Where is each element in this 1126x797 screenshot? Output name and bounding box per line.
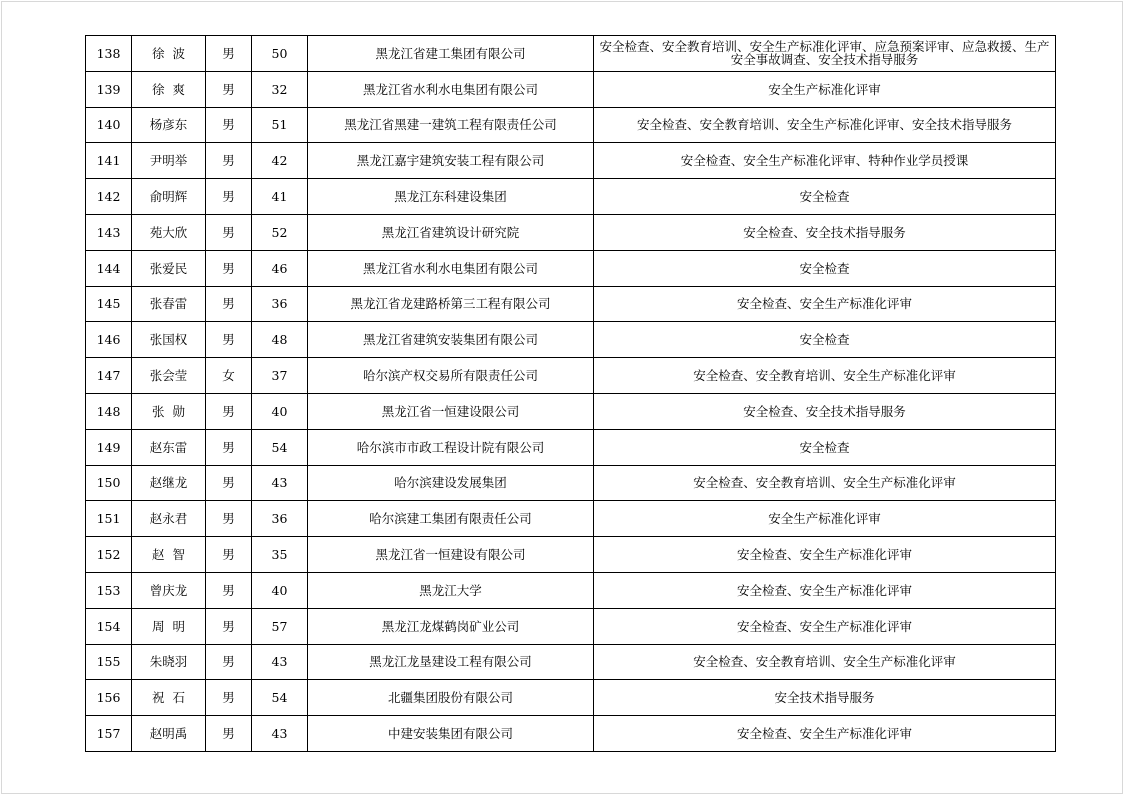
- table-row: [86, 358, 1056, 394]
- expert-gender: 男: [206, 716, 252, 752]
- expert-age: 35: [252, 537, 308, 573]
- row-number: 154: [86, 608, 132, 644]
- expert-organization: 中建安装集团有限公司: [308, 716, 594, 752]
- expert-roster-table: [85, 35, 1056, 752]
- expert-name: 赵继龙: [132, 465, 206, 501]
- expert-organization: 黑龙江省建筑设计研究院: [308, 214, 594, 250]
- table-row: [86, 71, 1056, 107]
- expert-gender: 男: [206, 250, 252, 286]
- row-number: 151: [86, 501, 132, 537]
- expert-organization: 黑龙江东科建设集团: [308, 179, 594, 215]
- service-scope: 安全技术指导服务: [594, 680, 1056, 716]
- expert-name: 苑大欣: [132, 214, 206, 250]
- table-row: [86, 608, 1056, 644]
- expert-name: 尹明举: [132, 143, 206, 179]
- table-row: [86, 572, 1056, 608]
- expert-age: 37: [252, 358, 308, 394]
- expert-name: 赵 智: [132, 537, 206, 573]
- expert-age: 32: [252, 71, 308, 107]
- row-number: 148: [86, 393, 132, 429]
- expert-age: 36: [252, 286, 308, 322]
- expert-age: 43: [252, 465, 308, 501]
- expert-gender: 男: [206, 107, 252, 143]
- expert-organization: 黑龙江省黑建一建筑工程有限责任公司: [308, 107, 594, 143]
- expert-age: 50: [252, 36, 308, 72]
- row-number: 152: [86, 537, 132, 573]
- expert-gender: 男: [206, 322, 252, 358]
- service-scope: 安全检查、安全生产标准化评审: [594, 537, 1056, 573]
- expert-gender: 女: [206, 358, 252, 394]
- service-scope: 安全检查、安全生产标准化评审、特种作业学员授课: [594, 143, 1056, 179]
- service-scope: 安全检查: [594, 179, 1056, 215]
- expert-age: 41: [252, 179, 308, 215]
- service-scope: 安全检查: [594, 429, 1056, 465]
- service-scope: 安全检查、安全技术指导服务: [594, 393, 1056, 429]
- expert-age: 54: [252, 680, 308, 716]
- expert-gender: 男: [206, 36, 252, 72]
- row-number: 155: [86, 644, 132, 680]
- table-row: [86, 501, 1056, 537]
- service-scope: 安全检查、安全教育培训、安全生产标准化评审、应急预案评审、应急救援、生产安全事故调查、安全技术指导服务: [594, 36, 1056, 72]
- service-scope: 安全检查: [594, 250, 1056, 286]
- table-row: [86, 250, 1056, 286]
- row-number: 146: [86, 322, 132, 358]
- expert-age: 46: [252, 250, 308, 286]
- expert-organization: 北疆集团股份有限公司: [308, 680, 594, 716]
- table-row: [86, 537, 1056, 573]
- row-number: 142: [86, 179, 132, 215]
- table-row: [86, 322, 1056, 358]
- roster-body: [86, 36, 1056, 752]
- expert-gender: 男: [206, 393, 252, 429]
- table-row: [86, 179, 1056, 215]
- table-row: [86, 143, 1056, 179]
- expert-age: 43: [252, 716, 308, 752]
- expert-organization: 哈尔滨建设发展集团: [308, 465, 594, 501]
- row-number: 149: [86, 429, 132, 465]
- expert-name: 徐 爽: [132, 71, 206, 107]
- expert-organization: 黑龙江省建工集团有限公司: [308, 36, 594, 72]
- expert-age: 40: [252, 393, 308, 429]
- expert-name: 张国权: [132, 322, 206, 358]
- expert-age: 48: [252, 322, 308, 358]
- expert-age: 43: [252, 644, 308, 680]
- expert-gender: 男: [206, 429, 252, 465]
- row-number: 140: [86, 107, 132, 143]
- service-scope: 安全检查: [594, 322, 1056, 358]
- row-number: 139: [86, 71, 132, 107]
- expert-name: 赵东雷: [132, 429, 206, 465]
- expert-name: 赵永君: [132, 501, 206, 537]
- table-row: [86, 36, 1056, 72]
- expert-gender: 男: [206, 680, 252, 716]
- table-row: [86, 644, 1056, 680]
- expert-gender: 男: [206, 143, 252, 179]
- table-row: [86, 107, 1056, 143]
- expert-organization: 哈尔滨建工集团有限责任公司: [308, 501, 594, 537]
- expert-gender: 男: [206, 537, 252, 573]
- service-scope: 安全检查、安全生产标准化评审: [594, 286, 1056, 322]
- row-number: 157: [86, 716, 132, 752]
- expert-organization: 黑龙江嘉宇建筑安装工程有限公司: [308, 143, 594, 179]
- expert-name: 周 明: [132, 608, 206, 644]
- expert-organization: 黑龙江龙垦建设工程有限公司: [308, 644, 594, 680]
- expert-age: 57: [252, 608, 308, 644]
- row-number: 153: [86, 572, 132, 608]
- service-scope: 安全检查、安全教育培训、安全生产标准化评审: [594, 358, 1056, 394]
- service-scope: 安全检查、安全生产标准化评审: [594, 572, 1056, 608]
- service-scope: 安全生产标准化评审: [594, 71, 1056, 107]
- row-number: 150: [86, 465, 132, 501]
- expert-name: 张 勋: [132, 393, 206, 429]
- expert-organization: 黑龙江省建筑安装集团有限公司: [308, 322, 594, 358]
- expert-organization: 黑龙江龙煤鹤岗矿业公司: [308, 608, 594, 644]
- table-row: [86, 680, 1056, 716]
- table-row: [86, 429, 1056, 465]
- expert-organization: 黑龙江省水利水电集团有限公司: [308, 71, 594, 107]
- service-scope: 安全检查、安全技术指导服务: [594, 214, 1056, 250]
- row-number: 145: [86, 286, 132, 322]
- expert-name: 曾庆龙: [132, 572, 206, 608]
- service-scope: 安全检查、安全生产标准化评审: [594, 716, 1056, 752]
- expert-organization: 黑龙江省水利水电集团有限公司: [308, 250, 594, 286]
- table-row: [86, 465, 1056, 501]
- table-row: [86, 214, 1056, 250]
- service-scope: 安全检查、安全教育培训、安全生产标准化评审、安全技术指导服务: [594, 107, 1056, 143]
- expert-gender: 男: [206, 214, 252, 250]
- expert-age: 40: [252, 572, 308, 608]
- expert-name: 祝 石: [132, 680, 206, 716]
- expert-age: 42: [252, 143, 308, 179]
- expert-organization: 哈尔滨产权交易所有限责任公司: [308, 358, 594, 394]
- service-scope: 安全检查、安全生产标准化评审: [594, 608, 1056, 644]
- expert-gender: 男: [206, 465, 252, 501]
- row-number: 138: [86, 36, 132, 72]
- expert-organization: 黑龙江省一恒建设限公司: [308, 393, 594, 429]
- row-number: 144: [86, 250, 132, 286]
- expert-gender: 男: [206, 179, 252, 215]
- expert-name: 徐 波: [132, 36, 206, 72]
- expert-organization: 黑龙江省一恒建设有限公司: [308, 537, 594, 573]
- expert-gender: 男: [206, 71, 252, 107]
- row-number: 156: [86, 680, 132, 716]
- expert-name: 赵明禹: [132, 716, 206, 752]
- expert-gender: 男: [206, 286, 252, 322]
- expert-organization: 黑龙江大学: [308, 572, 594, 608]
- expert-name: 朱晓羽: [132, 644, 206, 680]
- expert-age: 51: [252, 107, 308, 143]
- expert-name: 俞明辉: [132, 179, 206, 215]
- table-row: [86, 716, 1056, 752]
- expert-organization: 哈尔滨市市政工程设计院有限公司: [308, 429, 594, 465]
- expert-name: 张爱民: [132, 250, 206, 286]
- expert-gender: 男: [206, 501, 252, 537]
- expert-gender: 男: [206, 572, 252, 608]
- expert-age: 52: [252, 214, 308, 250]
- row-number: 147: [86, 358, 132, 394]
- expert-gender: 男: [206, 608, 252, 644]
- service-scope: 安全生产标准化评审: [594, 501, 1056, 537]
- service-scope: 安全检查、安全教育培训、安全生产标准化评审: [594, 644, 1056, 680]
- expert-gender: 男: [206, 644, 252, 680]
- service-scope: 安全检查、安全教育培训、安全生产标准化评审: [594, 465, 1056, 501]
- expert-organization: 黑龙江省龙建路桥第三工程有限公司: [308, 286, 594, 322]
- expert-name: 张春雷: [132, 286, 206, 322]
- table-row: [86, 286, 1056, 322]
- row-number: 141: [86, 143, 132, 179]
- expert-age: 54: [252, 429, 308, 465]
- expert-age: 36: [252, 501, 308, 537]
- expert-name: 张会莹: [132, 358, 206, 394]
- row-number: 143: [86, 214, 132, 250]
- table-row: [86, 393, 1056, 429]
- expert-name: 杨彦东: [132, 107, 206, 143]
